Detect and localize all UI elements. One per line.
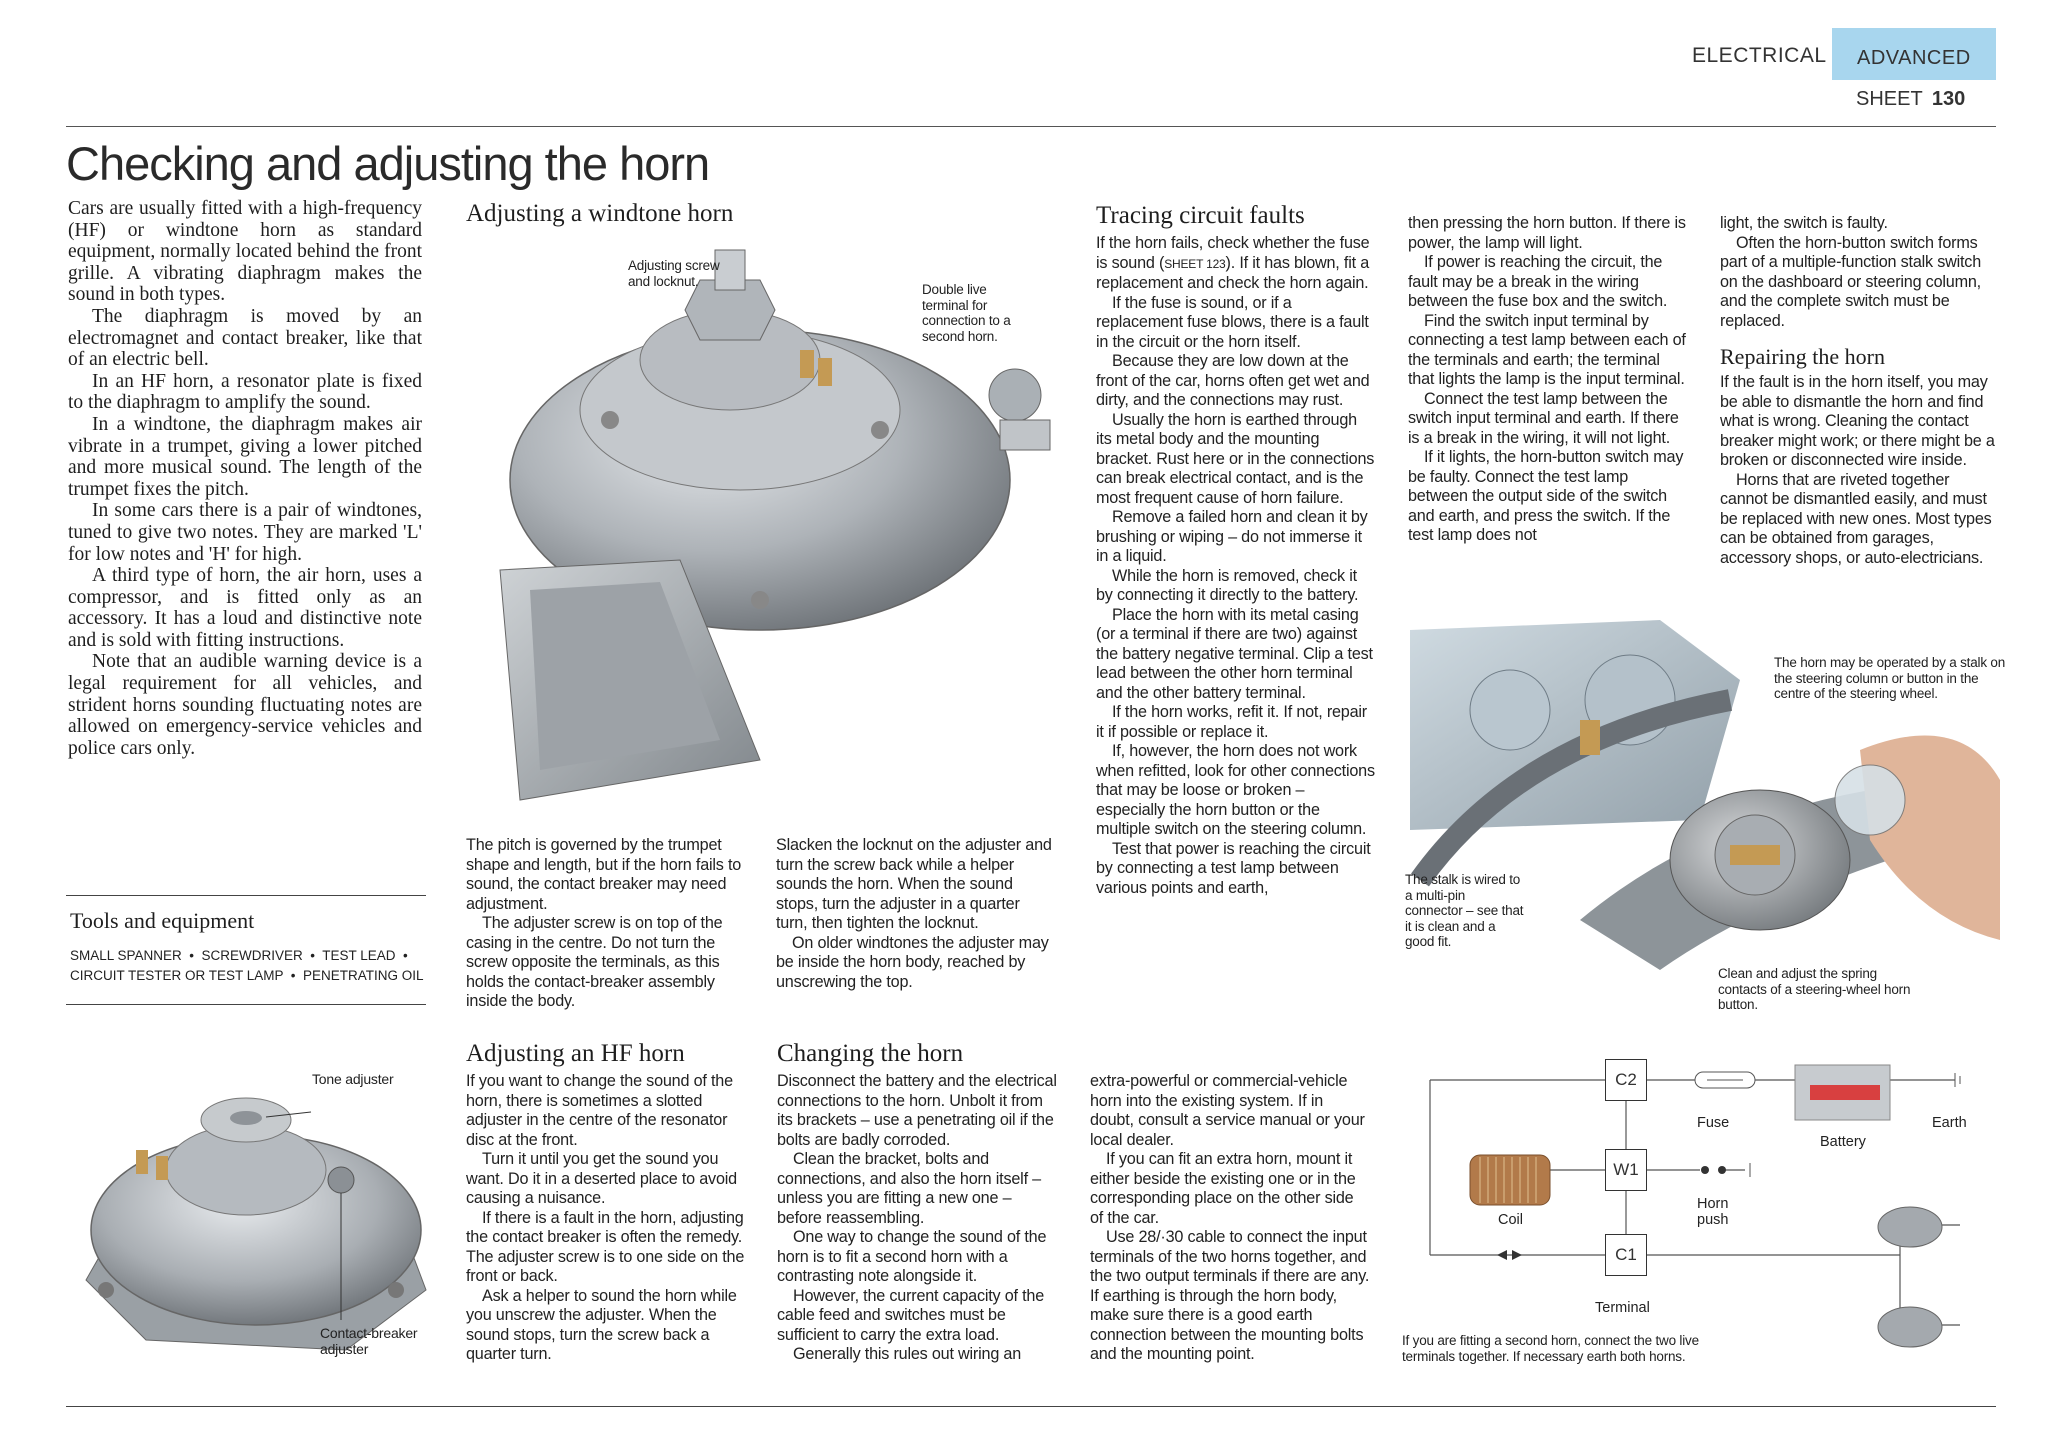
windtone-screw-label: Adjusting screw and locknut. bbox=[628, 258, 720, 289]
tracing-intro-post: ). If it has blown, fit a replacement and check the horn again. bbox=[1096, 253, 1369, 292]
earth-label: Earth bbox=[1932, 1115, 1967, 1131]
diagram-caption: If you are fitting a second horn, connect the two live terminals together. If necessary earth both horns. bbox=[1402, 1333, 1699, 1364]
intro-paragraph: A third type of horn, the air horn, uses a compressor, and is fitted only as an accessory. It has a loud and distinctive note and is sold with fitting instructions. bbox=[68, 565, 422, 651]
column-4-text bbox=[1408, 214, 1690, 546]
level-label: ADVANCED bbox=[1857, 47, 1971, 69]
hf-heading: Adjusting an HF horn bbox=[466, 1040, 685, 1067]
tracing-para: If, however, the horn does not work when refitted, look for other connections that may be loose or broken – especially the horn button or the multiple switch on the steering column. bbox=[1096, 742, 1375, 838]
contact-breaker-label: Contact-breaker adjuster bbox=[320, 1325, 418, 1357]
changing-para: One way to change the sound of the horn is to fit a second horn with a contrasting note alongside it. bbox=[777, 1228, 1047, 1285]
tracing-heading: Tracing circuit faults bbox=[1096, 202, 1305, 229]
col4-para: If it lights, the horn-button switch may be faulty. Connect the test lamp between the output side of the switch and earth, and press the switch. If the test lamp does not bbox=[1408, 448, 1684, 544]
tracing-cont-para: Use 28/·30 cable to connect the input terminals of the two horns together, and the two output terminals if there are any. If earthing is through the horn body, make sure there is a good earth connection between the mounting bolts and the mounting point. bbox=[1090, 1228, 1370, 1363]
repair-para: Horns that are riveted together cannot be dismantled easily, and must be replaced with new ones. Most types can be obtained from garages, accessory shops, or auto-electricians. bbox=[1720, 470, 1992, 567]
repair-para: If the fault is in the horn itself, you may be able to dismantle the horn and find what is wrong. Cleaning the contact breaker might work; or there might be a broken or disconnected wire inside. bbox=[1720, 373, 1995, 469]
coil-label: Coil bbox=[1498, 1212, 1523, 1228]
col4-para: If power is reaching the circuit, the fault may be a break in the wiring between the fuse box and the switch. bbox=[1408, 253, 1668, 310]
col5-para: Often the horn-button switch forms part of a multiple-function stalk switch on the dashboard or steering column, and the complete switch must be replaced. bbox=[1720, 233, 1982, 330]
stalk-caption: The horn may be operated by a stalk on the steering column or button in the centre of the steering wheel. bbox=[1774, 655, 2014, 702]
tracing-para: Test that power is reaching the circuit by connecting a test lamp between various points and earth, bbox=[1096, 839, 1371, 897]
tools-bottom-rule bbox=[66, 1004, 426, 1005]
windtone-terminal-label: Double live terminal for connection to a second horn. bbox=[922, 282, 1011, 344]
tracing-intro-pre: If the horn fails, check whether the fuse is sound ( bbox=[1096, 234, 1370, 272]
tracing-para: Usually the horn is earthed through its metal body and the mounting bracket. Rust here or in the connections can break electrical contact, and is the most frequent cause of horn failure. bbox=[1096, 410, 1375, 507]
terminal-label: Terminal bbox=[1595, 1300, 1650, 1316]
intro-text bbox=[68, 198, 422, 759]
c2-terminal-box: C2 bbox=[1605, 1059, 1647, 1101]
tools-heading: Tools and equipment bbox=[70, 908, 255, 933]
tracing-continued-text bbox=[1090, 1072, 1370, 1365]
tracing-text bbox=[1096, 234, 1376, 898]
w1-terminal-box: W1 bbox=[1605, 1149, 1647, 1191]
header-rule bbox=[66, 126, 1996, 127]
horn-push-label: Horn push bbox=[1697, 1196, 1729, 1228]
tracing-para: If the horn works, refit it. If not, repair it if possible or replace it. bbox=[1096, 703, 1368, 741]
windtone-para: On older windtones the adjuster may be inside the horn body, reached by unscrewing the top. bbox=[776, 933, 1049, 991]
changing-para: Disconnect the battery and the electrical connections to the horn. Unbolt it from its brackets – use a penetrating oil if the bolts are badly corroded. bbox=[777, 1072, 1057, 1149]
intro-paragraph: In an HF horn, a resonator plate is fixed to the diaphragm to amplify the sound. bbox=[68, 370, 422, 414]
intro-paragraph: Note that an audible warning device is a legal requirement for all vehicles, and strident horns sounding fluctuating notes are allowed on emergency-service vehicles and police cars only. bbox=[68, 651, 422, 759]
repair-text bbox=[1720, 373, 2000, 568]
windtone-para: Slacken the locknut on the adjuster and turn the screw back while a helper sounds the horn. When the sound stops, turn the adjuster in a quarter turn, then tighten the locknut. bbox=[776, 836, 1052, 932]
windtone-para: The pitch is governed by the trumpet shape and length, but if the horn fails to sound, the contact breaker may need adjustment. bbox=[466, 836, 742, 913]
page-title: Checking and adjusting the horn bbox=[66, 137, 710, 190]
tracing-para: Because they are low down at the front of the car, horns often get wet and dirty, and the connections may rust. bbox=[1096, 352, 1370, 409]
hf-horn-illustration bbox=[66, 1060, 446, 1370]
changing-para: Generally this rules out wiring an bbox=[793, 1345, 1022, 1363]
windtone-text-col1 bbox=[466, 836, 750, 1012]
intro-paragraph: In a windtone, the diaphragm makes air vibrate in a trumpet, giving a lower pitched and more musical sound. The length of the trumpet fixes the pitch. bbox=[68, 413, 422, 500]
col4-para: Find the switch input terminal by connecting a test lamp between each of the terminals and earth; the terminal that lights the lamp is the input terminal. bbox=[1408, 311, 1686, 388]
tracing-para: If the fuse is sound, or if a replacement fuse blows, there is a fault in the circuit or the horn itself. bbox=[1096, 293, 1369, 351]
hf-para: Ask a helper to sound the horn while you unscrew the adjuster. When the sound stops, turn the screw back a quarter turn. bbox=[466, 1286, 737, 1363]
tracing-cont-para: If you can fit an extra horn, mount it either beside the existing one or in the corresponding place on the other side of the car. bbox=[1090, 1150, 1356, 1227]
windtone-text-col2 bbox=[776, 836, 1054, 992]
footer-rule bbox=[66, 1406, 1996, 1407]
hf-para: If there is a fault in the horn, adjusting the contact breaker is often the remedy. The adjuster screw is to one side on the front or back. bbox=[466, 1208, 745, 1285]
intro-paragraph: The diaphragm is moved by an electromagnet and contact breaker, like that of an electric bell. bbox=[68, 305, 422, 371]
tone-adjuster-label: Tone adjuster bbox=[312, 1071, 394, 1087]
wired-caption: The stalk is wired to a multi-pin connector – see that it is clean and a good fit. bbox=[1405, 872, 1524, 949]
changing-para: Clean the bracket, bolts and connections, and also the horn itself – unless you are fitting a new one – before reassembling. bbox=[777, 1150, 1041, 1227]
spring-contacts-caption: Clean and adjust the spring contacts of a steering-wheel horn button. bbox=[1718, 966, 1911, 1012]
hf-text bbox=[466, 1072, 752, 1365]
tracing-para-first bbox=[1096, 234, 1376, 294]
column-5-text bbox=[1720, 214, 2000, 331]
intro-paragraph: In some cars there is a pair of windtones, tuned to give two notes. They are marked 'L' for low notes and 'H' for high. bbox=[68, 500, 422, 565]
tools-line-2: CIRCUIT TESTER OR TEST LAMP • PENETRATING OIL bbox=[70, 968, 424, 983]
hf-para: If you want to change the sound of the horn, there is sometimes a slotted adjuster in the centre of the resonator disc at the front. bbox=[466, 1072, 733, 1149]
battery-label: Battery bbox=[1820, 1134, 1866, 1150]
col4-para: then pressing the horn button. If there is power, the lamp will light. bbox=[1408, 214, 1686, 252]
tracing-cont-para: extra-powerful or commercial-vehicle horn into the existing system. If in doubt, consult a service manual or your local dealer. bbox=[1090, 1072, 1365, 1149]
sheet-number: 130 bbox=[1931, 88, 1966, 110]
tracing-para: Place the horn with its metal casing (or a terminal if there are two) against the battery negative terminal. Clip a test lead between the other horn terminal and the other battery terminal. bbox=[1096, 605, 1373, 702]
tools-line-1: SMALL SPANNER • SCREWDRIVER • TEST LEAD • bbox=[70, 948, 408, 963]
col4-para: Connect the test lamp between the switch input terminal and earth. If there is a break in the wiring, it will not light. bbox=[1408, 389, 1679, 447]
sheet-word: SHEET bbox=[1856, 88, 1923, 110]
changing-text bbox=[777, 1072, 1057, 1365]
windtone-para: The adjuster screw is on top of the casing in the centre. Do not turn the screw opposite the terminals, as this holds the contact-breaker assembly inside the body. bbox=[466, 914, 723, 1010]
sheet-label bbox=[1856, 88, 1965, 111]
windtone-heading: Adjusting a windtone horn bbox=[466, 200, 734, 227]
changing-para: However, the current capacity of the cable feed and switches must be sufficient to carry the extra load. bbox=[777, 1286, 1045, 1344]
section-label: ELECTRICAL bbox=[1692, 44, 1827, 67]
tracing-para: Remove a failed horn and clean it by brushing or wiping – do not immerse it in a liquid. bbox=[1096, 508, 1368, 565]
hf-para: Turn it until you get the sound you want. Do it in a deserted place to avoid causing a nuisance. bbox=[466, 1150, 737, 1207]
tools-top-rule bbox=[66, 895, 426, 896]
intro-paragraph: Cars are usually fitted with a high-frequency (HF) or windtone horn as standard equipment, normally located behind the front grille. A vibrating diaphragm makes the sound in both types. bbox=[68, 198, 422, 306]
tracing-para: While the horn is removed, check it by connecting it directly to the battery. bbox=[1096, 566, 1359, 604]
fuse-label: Fuse bbox=[1697, 1115, 1730, 1131]
changing-heading: Changing the horn bbox=[777, 1040, 964, 1067]
sheet-reference: SHEET 123 bbox=[1164, 256, 1226, 271]
c1-terminal-box: C1 bbox=[1605, 1234, 1647, 1276]
col5-para: light, the switch is faulty. bbox=[1720, 214, 1888, 232]
repair-heading: Repairing the horn bbox=[1720, 344, 1885, 369]
